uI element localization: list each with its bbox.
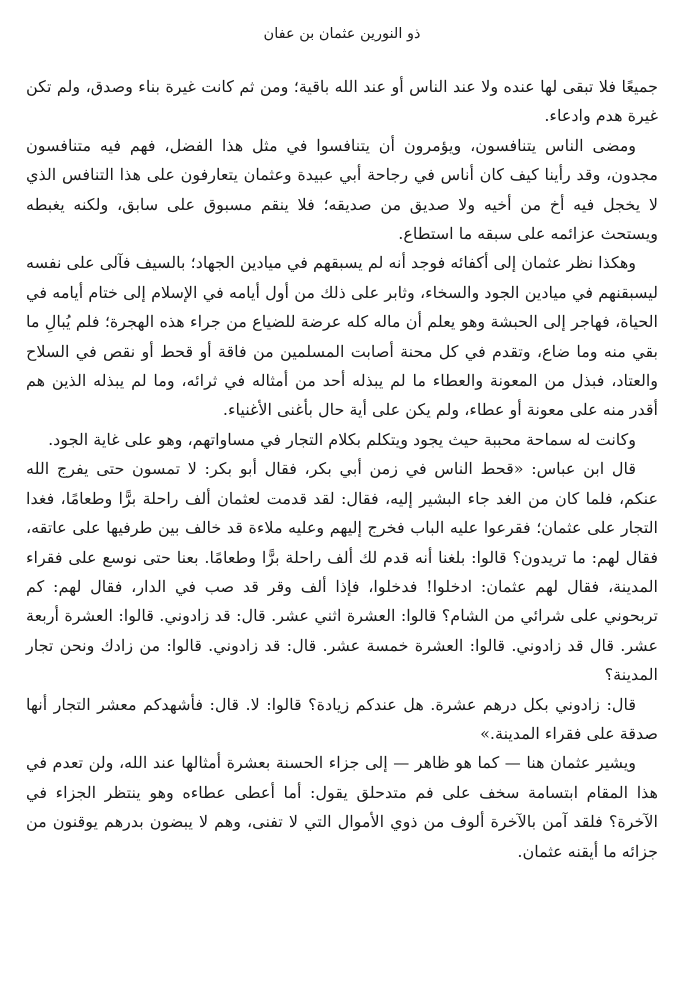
paragraph-3: وهكذا نظر عثمان إلى أكفائه فوجد أنه لم يسبقهم في ميادين الجهاد؛ بالسيف فآلى على نفسه ليسبقنهم في ميادين الجود والسخاء، وثابر على ذلك من أول أيامه في الإسلام إلى ختام أيامه في الحياة، فهاجر إلى الحبشة وهو يعلم أن ماله كله عرضة للضياع من جراء هذه الهجرة؛ فلم يُبالِ ما بقي منه وما ضاع، وتقدم في كل محنة أصابت المسلمين من فاقة أو قحط أو نقص في السلاح والعتاد، فبذل من المعونة والعطاء ما لم يبذله أحد من أمثاله في ثرائه، وما لم يبذله الذين هم أقدر منه على معونة أو عطاء، ولم يكن على أية حال بأغنى الأغنياء. <box>26 253 659 420</box>
paragraph-7: ويشير عثمان هنا — كما هو ظاهر — إلى جزاء الحسنة بعشرة أمثالها عند الله، ولن تعدم في هذا المقام ابتسامة سخف على فم متدحلق يقول: أما أعطى عطاءه وهو ينتظر الجزاء في الآخرة؟ فلقد آمن بالآخرة ألوف من ذوي الأموال التي لا تفنى، وهم لا يبضون بدرهم يوقنون من جزائه ما أيقنه عثمان. <box>26 753 658 861</box>
paragraph-4: وكانت له سماحة محببة حيث يجود ويتكلم بكلام التجار في مساواتهم، وهو على غاية الجود. <box>48 429 636 449</box>
running-header: ذو النورين عثمان بن عفان <box>263 26 421 42</box>
paragraph-2: ومضى الناس يتنافسون، ويؤمرون أن يتنافسوا في مثل هذا الفضل، فهم فيه متنافسون مجدون، وقد رأينا كيف كان أناس في رجاحة أبي عبيدة وعثمان يتعارفون على هذا التنافس الذي لا يخجل فيه أخ من أخيه ولا صديق من صديقه؛ فلا ينقم مسبوق على سابق، ولكنه يغبطه ويستحث عزائمه على سبقه ما استطاع. <box>26 135 658 244</box>
paragraph-6: قال: زادوني بكل درهم عشرة. هل عندكم زيادة؟ قالوا: لا. قال: فأشهدكم معشر التجار أنها صدقة على فقراء المدينة.» <box>26 694 658 743</box>
paragraph-1: جميعًا فلا تبقى لها عنده ولا عند الناس أو عند الله باقية؛ ومن ثم كانت غيرة بناء وصدق، ولم تكن غيرة هدم وادعاء. <box>26 77 658 126</box>
body-text <box>26 72 658 866</box>
paragraph-5: قال ابن عباس: «قحط الناس في زمن أبي بكر، فقال أبو بكر: لا تمسون حتى يفرج الله عنكم، فلما كان من الغد جاء البشير إليه، فقال: لقد قدمت لعثمان ألف راحلة برًّا وطعامًا، فغدا التجار على عثمان؛ فقرعوا عليه الباب فخرج إليهم وعليه ملاءة قد خالف بين طرفيها على عاتقه، فقال لهم: ما تريدون؟ قالوا: بلغنا أنه قدم لك ألف راحلة برًّا وطعامًا. بعنا حتى نوسع على فقراء المدينة، فقال لهم عثمان: ادخلوا! فدخلوا، فإذا ألف وقر قد صب في الدار، فقال لهم: كم تربحوني على شرائي من الشام؟ قالوا: العشرة اثني عشر. قال: قد زادوني. قالوا: العشرة أربعة عشر. قال قد زادوني. قالوا: العشرة خمسة عشر. قال: قد زادوني. قالوا: من زادك ونحن تجار المدينة؟ <box>26 459 658 685</box>
